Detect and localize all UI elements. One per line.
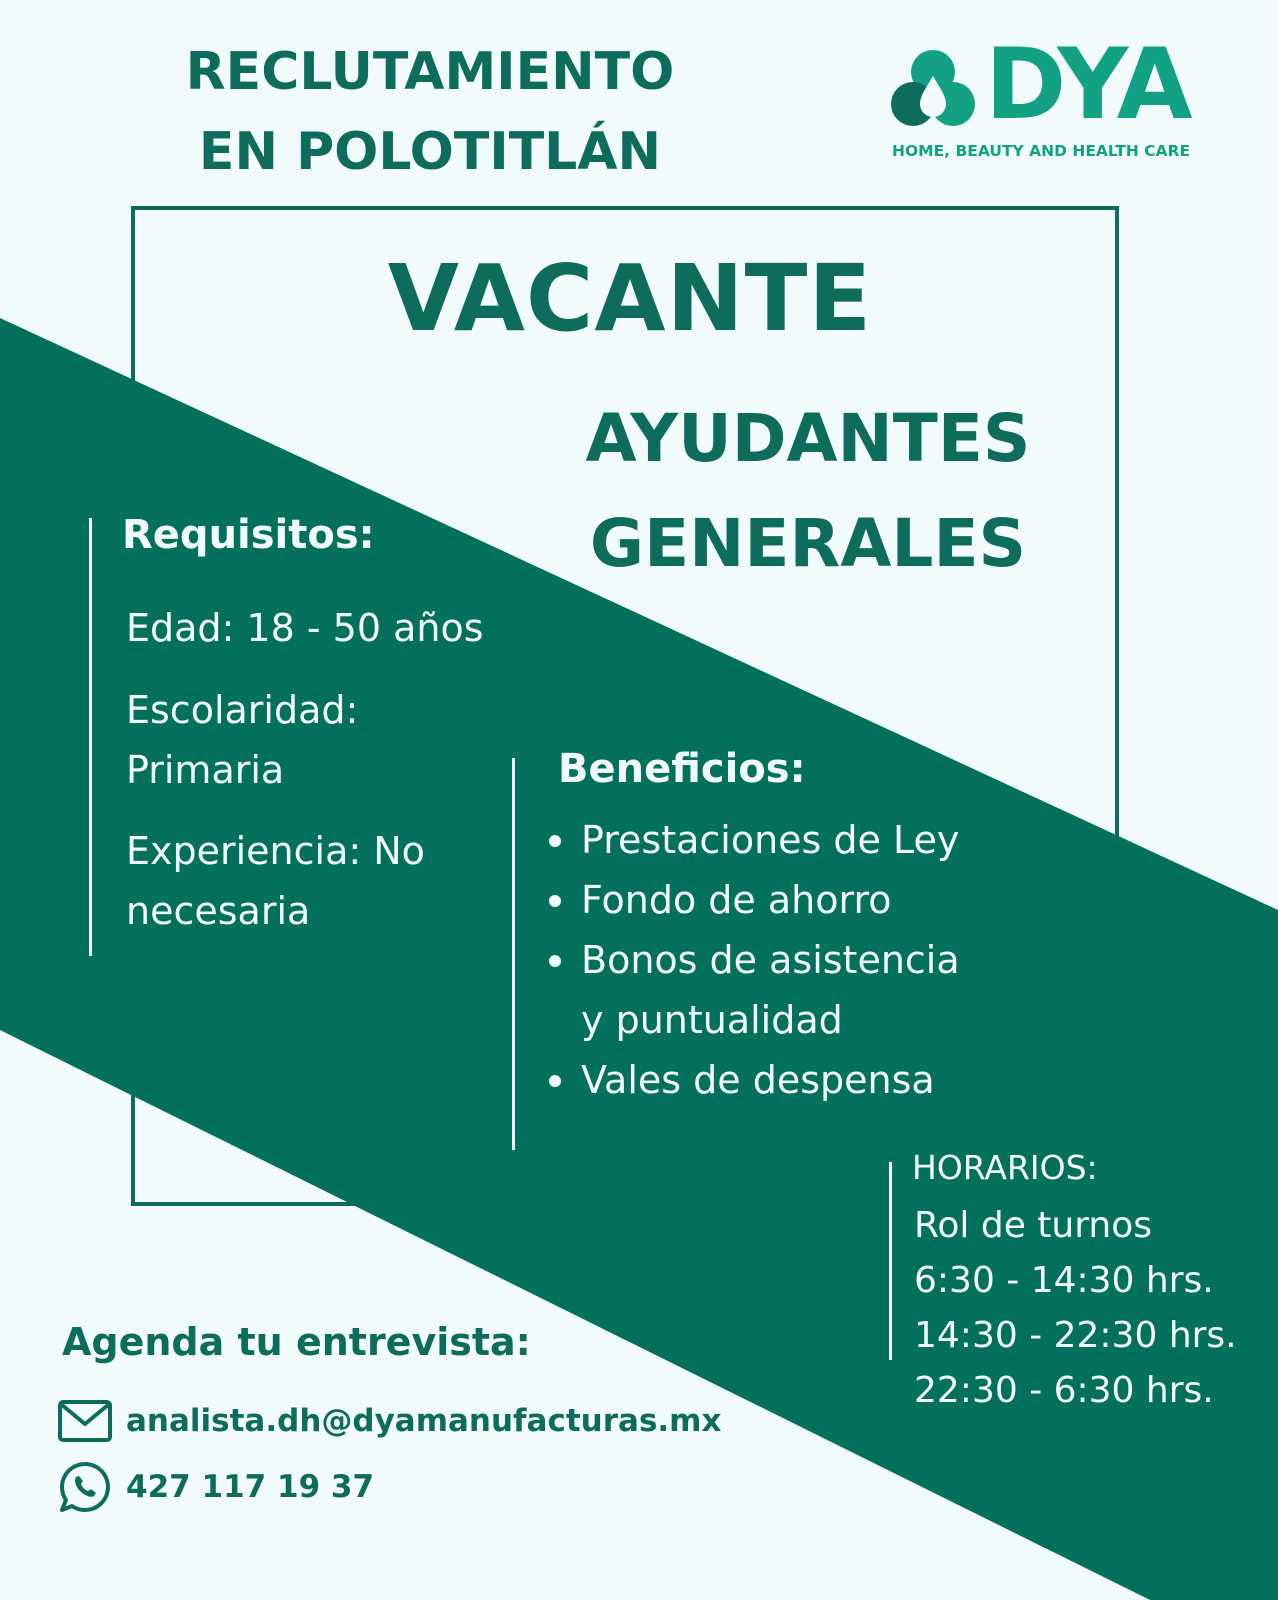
schedule-shift: 6:30 - 14:30 hrs. <box>914 1260 1214 1301</box>
benefit-item <box>545 1050 960 1110</box>
contact-email-row[interactable] <box>58 1394 721 1448</box>
requirements-divider <box>89 518 92 956</box>
position-line-1: AYUDANTES <box>585 400 1031 477</box>
schedule-shift: 22:30 - 6:30 hrs. <box>914 1370 1214 1411</box>
drop-trefoil-logo-icon <box>890 46 976 132</box>
title-line-2: EN POLOTITLÁN <box>198 122 662 182</box>
dya-logo <box>890 28 1220 172</box>
bullet <box>549 835 561 847</box>
requirement-experience-line-2: necesaria <box>126 889 311 933</box>
requirement-age: Edad: 18 - 50 años <box>126 606 484 650</box>
schedule-title: HORARIOS: <box>912 1148 1098 1187</box>
benefits-title: Beneficios: <box>558 746 806 792</box>
requirement-experience-line-1: Experiencia: No <box>126 829 425 873</box>
contact-title: Agenda tu entrevista: <box>62 1320 531 1364</box>
bullet <box>549 955 561 967</box>
title-line-1: RECLUTAMIENTO <box>185 42 675 102</box>
mail-icon <box>58 1394 112 1448</box>
benefit-item <box>545 930 960 1050</box>
requirements-title: Requisitos: <box>122 512 375 558</box>
contact-email[interactable]: analista.dh@dyamanufacturas.mx <box>126 1403 722 1439</box>
contact-phone-row[interactable] <box>58 1460 374 1514</box>
benefit-label: Fondo de ahorro <box>581 878 892 922</box>
benefit-item <box>545 870 960 930</box>
benefit-label-line-2: y puntualidad <box>581 998 843 1042</box>
benefits-divider <box>512 758 515 1150</box>
requirement-schooling-line-2: Primaria <box>126 748 285 792</box>
benefit-label: Prestaciones de Ley <box>581 818 960 862</box>
logo-tagline: HOME, BEAUTY AND HEALTH CARE <box>892 142 1191 160</box>
position-line-2: GENERALES <box>589 505 1027 582</box>
bullet <box>549 895 561 907</box>
schedule-shift: 14:30 - 22:30 hrs. <box>914 1315 1237 1356</box>
vacancy-label: VACANTE <box>387 245 873 352</box>
benefit-label-line-1: Bonos de asistencia <box>581 938 960 982</box>
requirement-schooling-line-1: Escolaridad: <box>126 688 359 732</box>
logo-wordmark: DYA <box>985 28 1191 142</box>
benefit-label: Vales de despensa <box>581 1058 935 1102</box>
contact-phone[interactable]: 427 117 19 37 <box>126 1469 375 1505</box>
bullet <box>549 1075 561 1087</box>
schedule-subtitle: Rol de turnos <box>914 1205 1153 1246</box>
whatsapp-icon <box>58 1460 112 1514</box>
benefits-list <box>545 810 960 1110</box>
schedule-divider <box>889 1162 892 1360</box>
benefit-item <box>545 810 960 870</box>
